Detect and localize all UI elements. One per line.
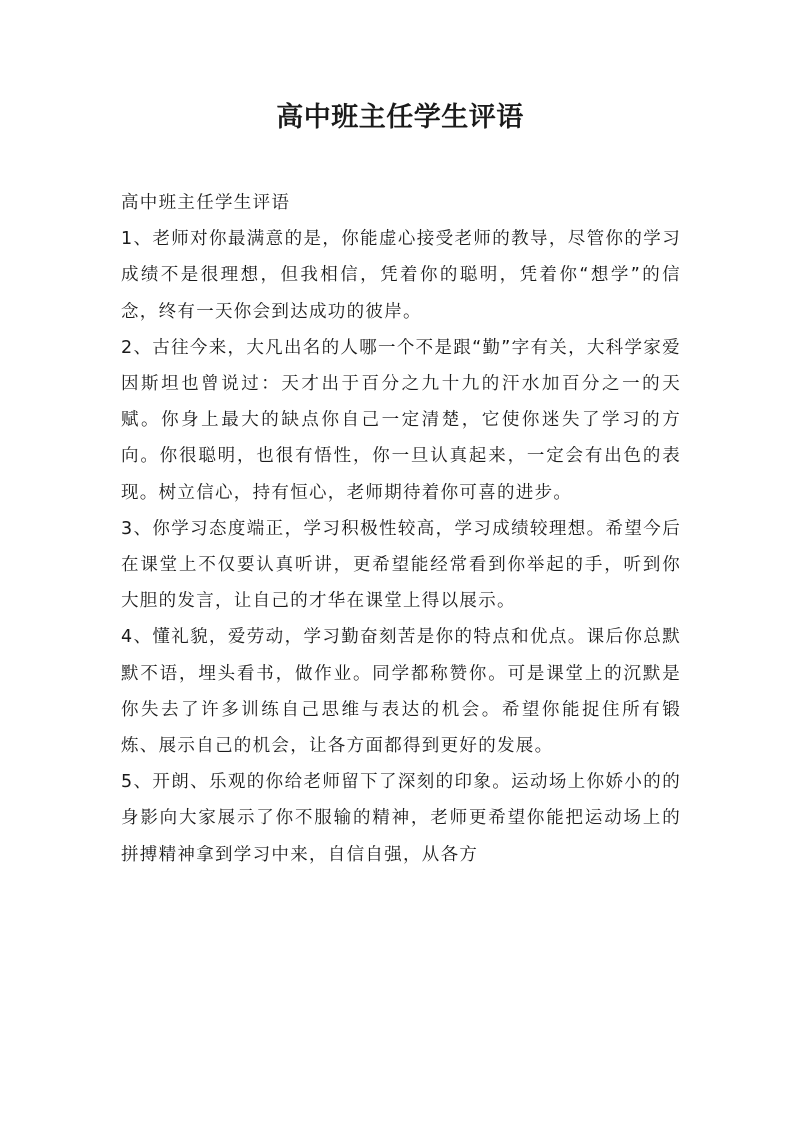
- comment-paragraph-3: 3、你学习态度端正，学习积极性较高，学习成绩较理想。希望今后在课堂上不仅要认真听讲，更希望能经常看到你举起的手，听到你大胆的发言，让自己的才华在课堂上得以展示。: [121, 518, 681, 612]
- document-title: 高中班主任学生评语: [276, 102, 524, 133]
- comment-paragraph-4: 4、懂礼貌，爱劳动，学习勤奋刻苦是你的特点和优点。课后你总默默不语，埋头看书，做作业。同学都称赞你。可是课堂上的沉默是你失去了许多训练自己思维与表达的机会。希望你能捉住所有锻炼、展示自己的机会，让各方面都得到更好的发展。: [121, 627, 681, 757]
- subheading: 高中班主任学生评语: [121, 193, 291, 213]
- comment-paragraph-1: 1、老师对你最满意的是，你能虚心接受老师的教导，尽管你的学习成绩不是很理想，但我相信，凭着你的聪明，凭着你“想学”的信念，终有一天你会到达成功的彼岸。: [121, 229, 681, 322]
- comment-paragraph-5: 5、开朗、乐观的你给老师留下了深刻的印象。运动场上你娇小的的身影向大家展示了你不服输的精神，老师更希望你能把运动场上的拼搏精神拿到学习中来，自信自强，从各方: [121, 772, 681, 865]
- comment-paragraph-2: 2、古往今来，大凡出名的人哪一个不是跟“勤”字有关，大科学家爱因斯坦也曾说过：天才出于百分之九十九的汗水加百分之一的天赋。你身上最大的缺点你自己一定清楚，它使你迷失了学习的方向。你很聪明，也很有悟性，你一旦认真起来，一定会有出色的表现。树立信心，持有恒心，老师期待着你可喜的进步。: [121, 337, 681, 503]
- document-body: [121, 185, 681, 873]
